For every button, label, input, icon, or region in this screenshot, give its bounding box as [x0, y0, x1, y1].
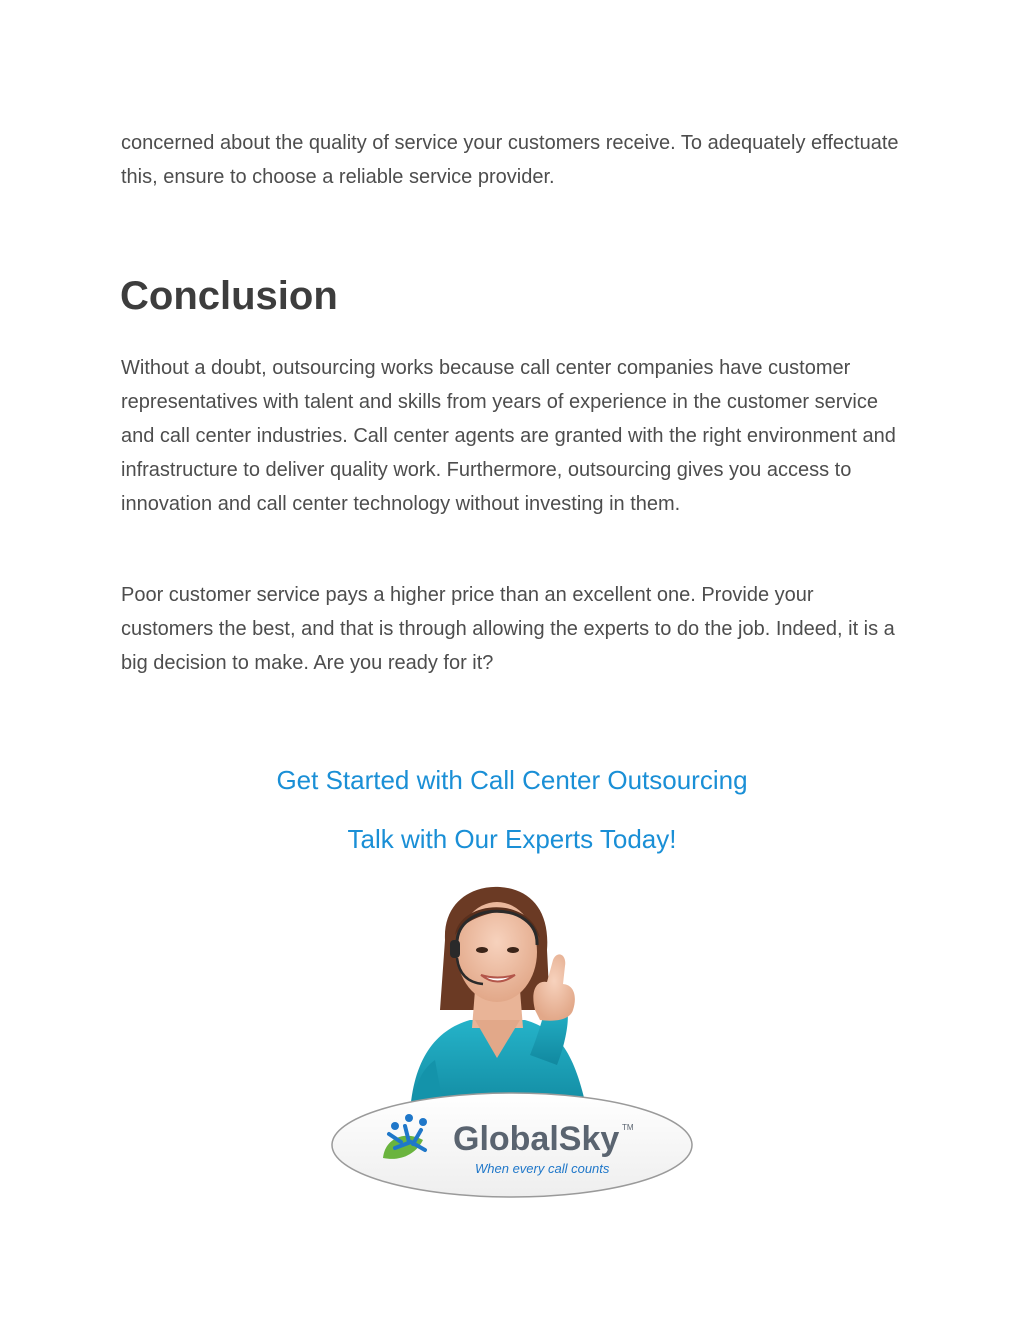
conclusion-paragraph-1: Without a doubt, outsourcing works because call center companies have customer representatives with talent and skills from years of experience in the customer service and call center industries. Call center agents are granted with the right environment and infrastructure to deliver quality work. Furthermore, outsourcing gives you access to innovation and call center technology without investing in them. [121, 357, 896, 515]
talk-with-experts-link[interactable]: Talk with Our Experts Today! [347, 824, 677, 854]
agent-with-logo-illustration [325, 880, 700, 1210]
logo-tagline-text: When every call counts [475, 1161, 610, 1176]
customer-agent-image [410, 887, 587, 1115]
intro-paragraph: concerned about the quality of service your customers receive. To adequately effectuate this, ensure to choose a reliable service provider. [121, 132, 899, 188]
conclusion-heading: Conclusion [120, 274, 338, 318]
globalsky-logo [332, 1093, 692, 1197]
get-started-link[interactable]: Get Started with Call Center Outsourcing [276, 765, 748, 795]
conclusion-paragraph-2: Poor customer service pays a higher price than an excellent one. Provide your customers the best, and that is through allowing the experts to do the job. Indeed, it is a big decision to make. Are you ready for it? [121, 584, 895, 674]
logo-tm-text: TM [622, 1123, 634, 1132]
logo-brand-text: GlobalSky [453, 1120, 620, 1158]
